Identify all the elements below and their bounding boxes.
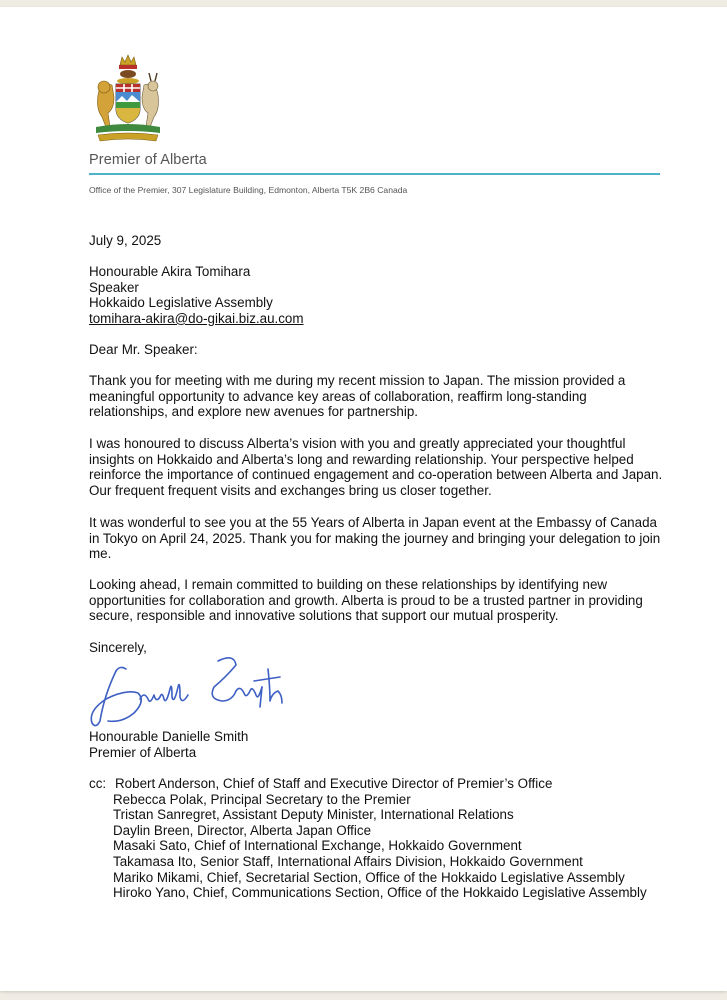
cc-label: cc:	[89, 776, 107, 791]
alberta-coat-of-arms-icon	[86, 51, 170, 147]
cc-item: Mariko Mikami, Chief, Secretarial Section, Office of the Hokkaido Legislative Assembly	[113, 869, 625, 885]
recipient-block	[89, 264, 304, 326]
paragraph-3: It was wonderful to see you at the 55 Years of Alberta in Japan event at the Embassy of Canada in Tokyo on April 24, 2025. Thank you for making the journey and bringing your delegation to join me.	[89, 515, 661, 562]
recipient-name: Honourable Akira Tomihara	[89, 264, 251, 279]
paragraph-1: Thank you for meeting with me during my recent mission to Japan. The mission provided a meaningful opportunity to advance key areas of collaboration, reaffirm long-standing relationships, and explore new avenues for partnership.	[89, 373, 626, 420]
signer-title: Premier of Alberta	[89, 744, 197, 760]
signer-name: Honourable Danielle Smith	[89, 729, 249, 744]
paragraph-4: Looking ahead, I remain committed to building on these relationships by identifying new opportunities for collaboration and growth. Alberta is proud to be a trusted partner in providing secure, responsible and innovative solutions that support our mutual prosperity.	[89, 577, 643, 624]
letter-page	[0, 7, 727, 991]
recipient-email-link[interactable]: tomihara-akira@do-gikai.biz.au.com	[89, 310, 304, 326]
cc-block	[89, 776, 647, 901]
cc-item: Daylin Breen, Director, Alberta Japan Office	[113, 822, 372, 838]
recipient-title: Speaker	[89, 279, 139, 295]
cc-item: Takamasa Ito, Senior Staff, International Affairs Division, Hokkaido Government	[113, 853, 583, 869]
letterhead-office: Premier of Alberta	[89, 152, 207, 168]
signer-block	[89, 729, 248, 760]
cc-item: Masaki Sato, Chief of International Exchange, Hokkaido Government	[113, 838, 522, 854]
cc-item: Rebecca Polak, Principal Secretary to the Premier	[113, 791, 411, 807]
handwritten-signature	[86, 651, 301, 733]
paragraph-2: I was honoured to discuss Alberta’s vision with you and greatly appreciated your thoughtful insights on Hokkaido and Alberta’s long and rewarding relationship. Your perspective helped reinforce the importance of continued engagement and co-operation between Alberta and Japan. Our frequent frequent visits and exchanges bring us closer together.	[89, 436, 663, 498]
salutation: Dear Mr. Speaker:	[89, 342, 198, 357]
letterhead-rule	[89, 173, 660, 175]
letter-date: July 9, 2025	[89, 233, 162, 248]
cc-item: Robert Anderson, Chief of Staff and Executive Director of Premier’s Office	[115, 776, 553, 791]
letterhead-address: Office of the Premier, 307 Legislature Building, Edmonton, Alberta T5K 2B6 Canada	[89, 185, 408, 195]
closing: Sincerely,	[89, 640, 147, 655]
cc-item: Hiroko Yano, Chief, Communications Section, Office of the Hokkaido Legislative Assembly	[113, 885, 647, 901]
cc-item: Tristan Sanregret, Assistant Deputy Minister, International Relations	[113, 807, 514, 823]
recipient-organization: Hokkaido Legislative Assembly	[89, 295, 273, 311]
